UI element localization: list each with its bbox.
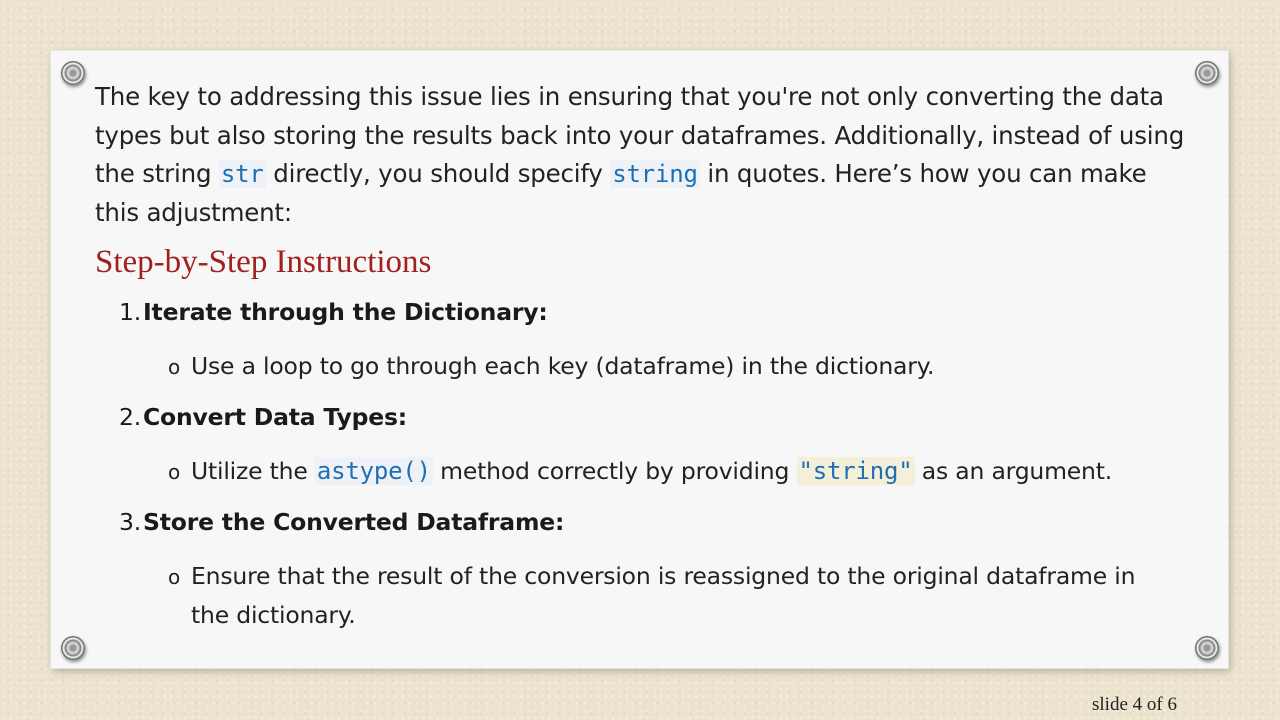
bullet-marker: o (168, 565, 181, 589)
inline-code-str: str (220, 160, 264, 188)
step-number: 1. (119, 298, 142, 326)
intro-text: in quotes. Here’s how you can make this adjustment: (95, 159, 1147, 227)
bullet-text-part: method correctly by providing (432, 457, 797, 485)
step-bullet-1 (168, 347, 1168, 387)
bullet-marker: o (168, 460, 181, 484)
inline-code-astype: astype() (316, 457, 431, 485)
pushpin-icon (1195, 61, 1219, 85)
step-bullet-3 (168, 557, 1168, 634)
intro-text: directly, you should specify (265, 159, 611, 188)
bullet-text (191, 452, 1161, 491)
step-item-3 (119, 508, 564, 536)
step-item-2 (119, 403, 407, 431)
inline-code-string-literal: "string" (798, 457, 913, 485)
bullet-text-part: Utilize the (191, 457, 315, 485)
step-title: Convert Data Types: (143, 403, 407, 431)
step-number: 2. (119, 403, 142, 431)
bullet-text: Ensure that the result of the conversion is reassigned to the original dataframe in the dictionary. (191, 562, 1136, 629)
slide-counter: slide 4 of 6 (1092, 694, 1177, 715)
step-bullet-2 (168, 452, 1168, 492)
bullet-marker: o (168, 355, 181, 379)
intro-text: The key to addressing this issue lies in ensuring that you're not only converting the data types but also storing the results back into your dataframes. Additionally, instead of using the string (95, 82, 1185, 188)
intro-paragraph (95, 78, 1195, 232)
pushpin-icon (61, 61, 85, 85)
step-item-1 (119, 298, 548, 326)
bullet-text-part: as an argument. (914, 457, 1113, 485)
bullet-text: Use a loop to go through each key (dataframe) in the dictionary. (191, 352, 935, 380)
section-heading: Step-by-Step Instructions (95, 244, 432, 280)
pushpin-icon (1195, 636, 1219, 660)
step-title: Iterate through the Dictionary: (143, 298, 548, 326)
step-number: 3. (119, 508, 142, 536)
inline-code-string: string (612, 160, 698, 188)
pushpin-icon (61, 636, 85, 660)
step-title: Store the Converted Dataframe: (143, 508, 565, 536)
